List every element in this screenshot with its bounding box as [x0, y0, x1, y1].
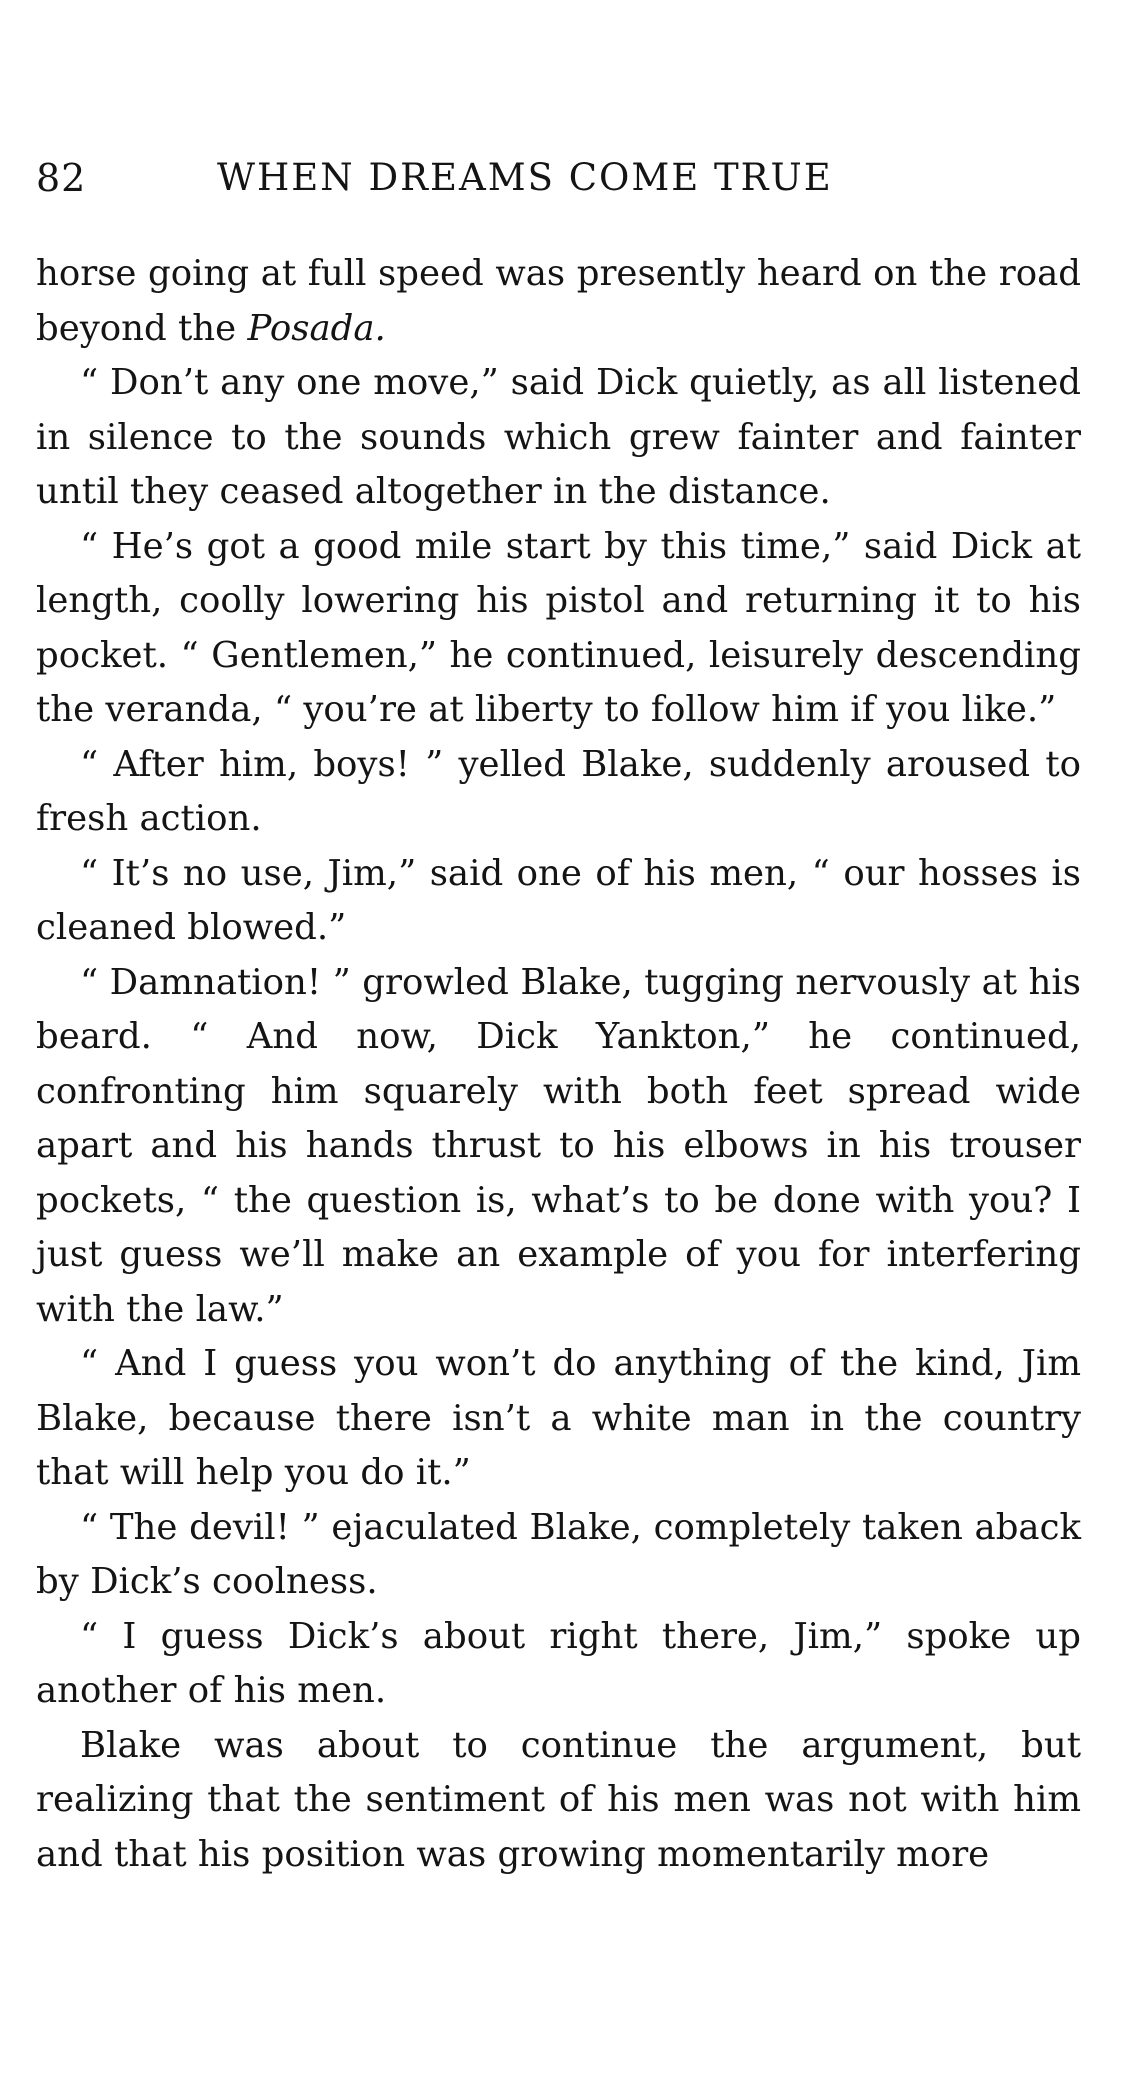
page-number: 82 — [36, 156, 87, 200]
paragraph-text: horse going at full speed was presently heard on the road beyond the — [36, 253, 1081, 349]
paragraph: “ Don’t any one move,” said Dick quietly, as all listened in silence to the sounds which grew fainter and fainter until they ceased altogether in the distance. — [36, 362, 1081, 512]
paragraph: “ The devil! ” ejaculated Blake, completely taken aback by Dick’s coolness. — [36, 1506, 1081, 1602]
paragraph: “ He’s got a good mile start by this time,” said Dick at length, coolly lowering his pistol and returning it to his pocket. “ Gentlemen,” he continued, leisurely descending the veranda, “ you’re at liberty to follow him if you like.” — [36, 525, 1081, 730]
paragraph — [36, 247, 1081, 356]
paragraph: “ It’s no use, Jim,” said one of his men, “ our hosses is cleaned blowed.” — [36, 852, 1081, 948]
paragraph: “ And I guess you won’t do anything of the kind, Jim Blake, because there isn’t a white man in the country that will help you do it.” — [36, 1343, 1081, 1493]
paragraph: Blake was about to continue the argument, but realizing that the sentiment of his men was not with him and that his position was growing momentarily more — [36, 1724, 1081, 1875]
paragraph: “ I guess Dick’s about right there, Jim,” spoke up another of his men. — [36, 1615, 1081, 1711]
page-header — [36, 156, 1081, 208]
paragraph: “ After him, boys! ” yelled Blake, suddenly aroused to fresh action. — [36, 743, 1081, 839]
paragraph: “ Damnation! ” growled Blake, tugging nervously at his beard. “ And now, Dick Yankton,” he continued, confronting him squarely with both feet spread wide apart and his hands thrust to his elbows in his trouser pockets, “ the question is, what’s to be done with you? I just guess we’ll make an example of you for interfering with the law.” — [36, 961, 1081, 1330]
running-title: WHEN DREAMS COME TRUE — [217, 156, 833, 199]
emphasized-word: Posada. — [247, 307, 386, 349]
body-text — [36, 247, 1081, 1882]
